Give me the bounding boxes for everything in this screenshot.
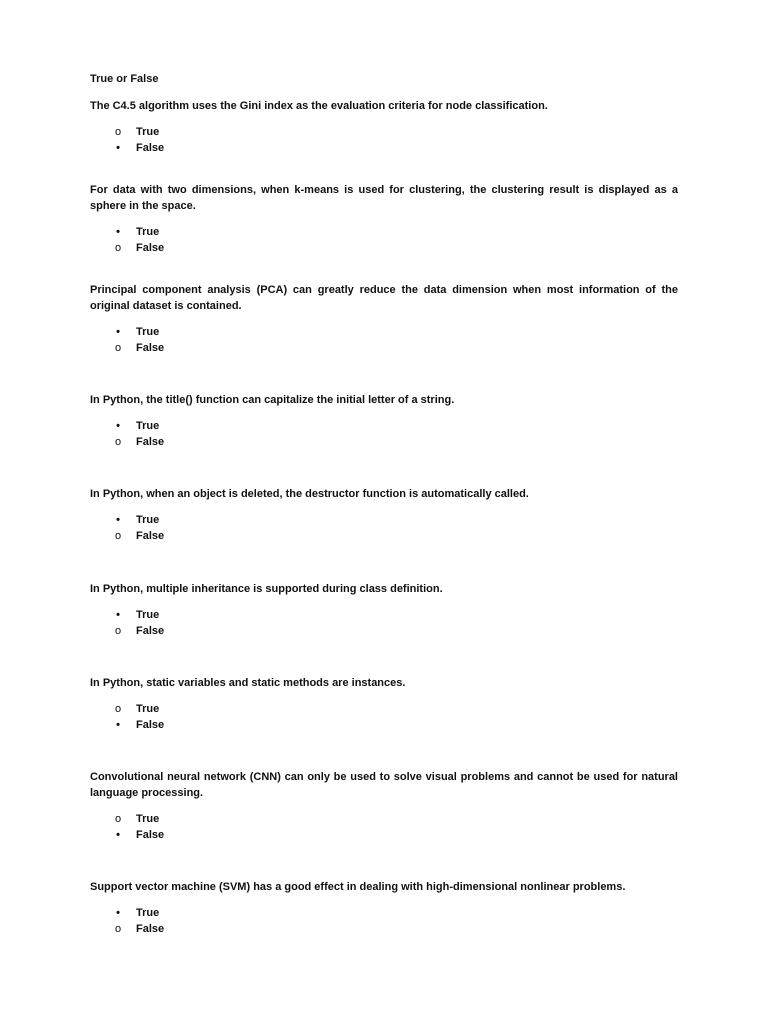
answer-option-false[interactable]	[90, 140, 290, 156]
answer-options	[90, 607, 290, 639]
answer-option-false[interactable]	[90, 623, 290, 639]
option-label: False	[136, 142, 165, 154]
question-text: For data with two dimensions, when k-means is used for clustering, the clustering result is displayed as a sphere in the space.	[90, 184, 678, 212]
option-label: False	[136, 625, 165, 637]
answer-option-false[interactable]	[90, 717, 290, 733]
option-label: False	[136, 530, 165, 542]
answer-option-false[interactable]	[90, 827, 290, 843]
option-label: True	[136, 907, 160, 919]
option-label: True	[136, 420, 160, 432]
unselected-circle-icon: o	[114, 530, 122, 542]
selected-bullet-icon: •	[116, 514, 120, 526]
answer-option-false[interactable]	[90, 434, 290, 450]
option-label: False	[136, 829, 165, 841]
selected-bullet-icon: •	[116, 326, 120, 338]
option-label: False	[136, 342, 165, 354]
answer-option-true[interactable]	[90, 224, 290, 240]
option-label: False	[136, 719, 165, 731]
answer-option-false[interactable]	[90, 528, 290, 544]
answer-options	[90, 418, 290, 450]
answer-options	[90, 512, 290, 544]
answer-option-true[interactable]	[90, 905, 290, 921]
answer-option-true[interactable]	[90, 607, 290, 623]
answer-option-true[interactable]	[90, 124, 290, 140]
question-text: Support vector machine (SVM) has a good effect in dealing with high-dimensional nonlinear problems.	[90, 881, 626, 893]
unselected-circle-icon: o	[114, 342, 122, 354]
question-text: In Python, the title() function can capitalize the initial letter of a string.	[90, 394, 455, 406]
option-label: True	[136, 813, 160, 825]
page-title: True or False	[90, 73, 159, 85]
unselected-circle-icon: o	[114, 703, 122, 715]
answer-options	[90, 905, 290, 937]
answer-option-true[interactable]	[90, 324, 290, 340]
answer-option-true[interactable]	[90, 512, 290, 528]
unselected-circle-icon: o	[114, 625, 122, 637]
question-text: In Python, static variables and static methods are instances.	[90, 677, 406, 689]
option-label: True	[136, 514, 160, 526]
answer-options	[90, 124, 290, 156]
option-label: False	[136, 923, 165, 935]
selected-bullet-icon: •	[116, 719, 120, 731]
answer-options	[90, 324, 290, 356]
answer-option-true[interactable]	[90, 701, 290, 717]
answer-options	[90, 224, 290, 256]
unselected-circle-icon: o	[114, 242, 122, 254]
unselected-circle-icon: o	[114, 923, 122, 935]
unselected-circle-icon: o	[114, 813, 122, 825]
selected-bullet-icon: •	[116, 420, 120, 432]
option-label: True	[136, 609, 160, 621]
selected-bullet-icon: •	[116, 142, 120, 154]
option-label: False	[136, 242, 165, 254]
question-text: Convolutional neural network (CNN) can only be used to solve visual problems and cannot be used for natural language processing.	[90, 771, 678, 799]
selected-bullet-icon: •	[116, 907, 120, 919]
question-text: In Python, multiple inheritance is supported during class definition.	[90, 583, 443, 595]
option-label: True	[136, 126, 160, 138]
question-text: In Python, when an object is deleted, the destructor function is automatically called.	[90, 488, 529, 500]
unselected-circle-icon: o	[114, 436, 122, 448]
option-label: True	[136, 226, 160, 238]
selected-bullet-icon: •	[116, 609, 120, 621]
question-text: The C4.5 algorithm uses the Gini index as the evaluation criteria for node classification.	[90, 100, 548, 112]
answer-option-true[interactable]	[90, 418, 290, 434]
selected-bullet-icon: •	[116, 829, 120, 841]
question-text: Principal component analysis (PCA) can greatly reduce the data dimension when most information of the original dataset is contained.	[90, 284, 678, 312]
unselected-circle-icon: o	[114, 126, 122, 138]
answer-option-false[interactable]	[90, 240, 290, 256]
option-label: True	[136, 326, 160, 338]
selected-bullet-icon: •	[116, 226, 120, 238]
option-label: True	[136, 703, 160, 715]
answer-option-true[interactable]	[90, 811, 290, 827]
option-label: False	[136, 436, 165, 448]
answer-option-false[interactable]	[90, 340, 290, 356]
answer-option-false[interactable]	[90, 921, 290, 937]
answer-options	[90, 701, 290, 733]
answer-options	[90, 811, 290, 843]
